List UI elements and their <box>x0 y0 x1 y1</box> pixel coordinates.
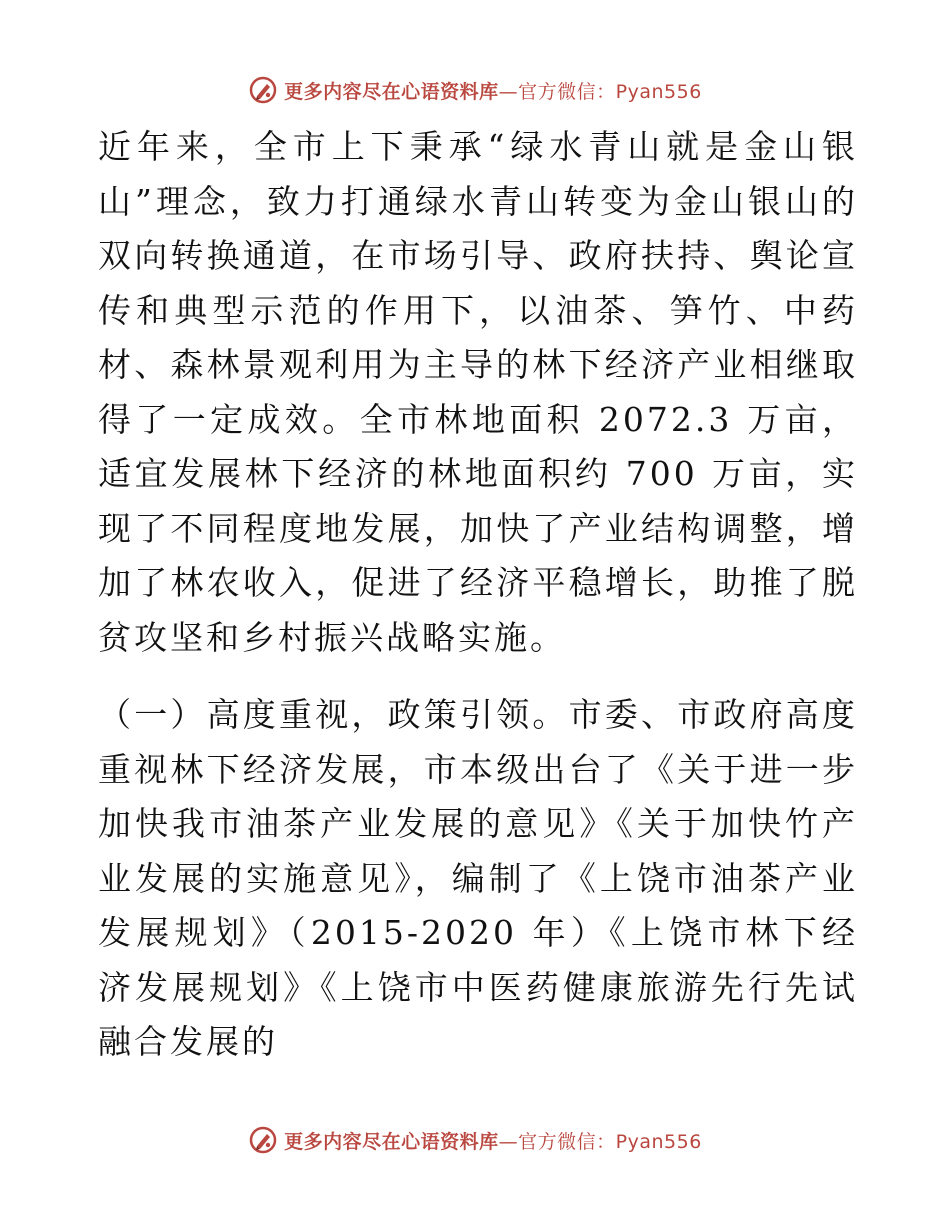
paragraph-section-1: （一）高度重视，政策引领。市委、市政府高度重视林下经济发展，市本级出台了《关于进一步加快我市油茶产业发展的意见》《关于加快竹产业发展的实施意见》，编制了《上饶市油茶产业发展规划》（2015-2020 年）《上饶市林下经济发展规划》《上饶市中医药健康旅游先行先试融合发展的 <box>98 695 858 1061</box>
footer-banner-brand: 更多内容尽在心语资料库 <box>284 1130 499 1153</box>
header-banner <box>0 70 950 110</box>
pen-logo-icon <box>248 75 278 105</box>
paragraph-intro: 近年来，全市上下秉承“绿水青山就是金山银山”理念，致力打通绿水青山转变为金山银山的双向转换通道，在市场引导、政府扶持、舆论宣传和典型示范的作用下，以油茶、笋竹、中药材、森林景观利用为主导的林下经济产业相继取得了一定成效。全市林地面积 2072.3 万亩，适宜发展林下经济的林地面积约 700 万亩，实现了不同程度地发展，加快了产业结构调整，增加了林农收入，促进了经济平稳增长，助推了脱贫攻坚和乡村振兴战略实施。 <box>98 127 858 657</box>
footer-banner <box>0 1120 950 1160</box>
footer-banner-text <box>284 1127 702 1154</box>
header-banner-wechat: —官方微信：Pyan556 <box>498 80 702 103</box>
header-banner-brand: 更多内容尽在心语资料库 <box>284 80 499 103</box>
footer-banner-wechat: —官方微信：Pyan556 <box>498 1130 702 1153</box>
header-banner-text <box>284 77 702 104</box>
document-body <box>98 120 858 1070</box>
pen-logo-icon <box>248 1125 278 1155</box>
